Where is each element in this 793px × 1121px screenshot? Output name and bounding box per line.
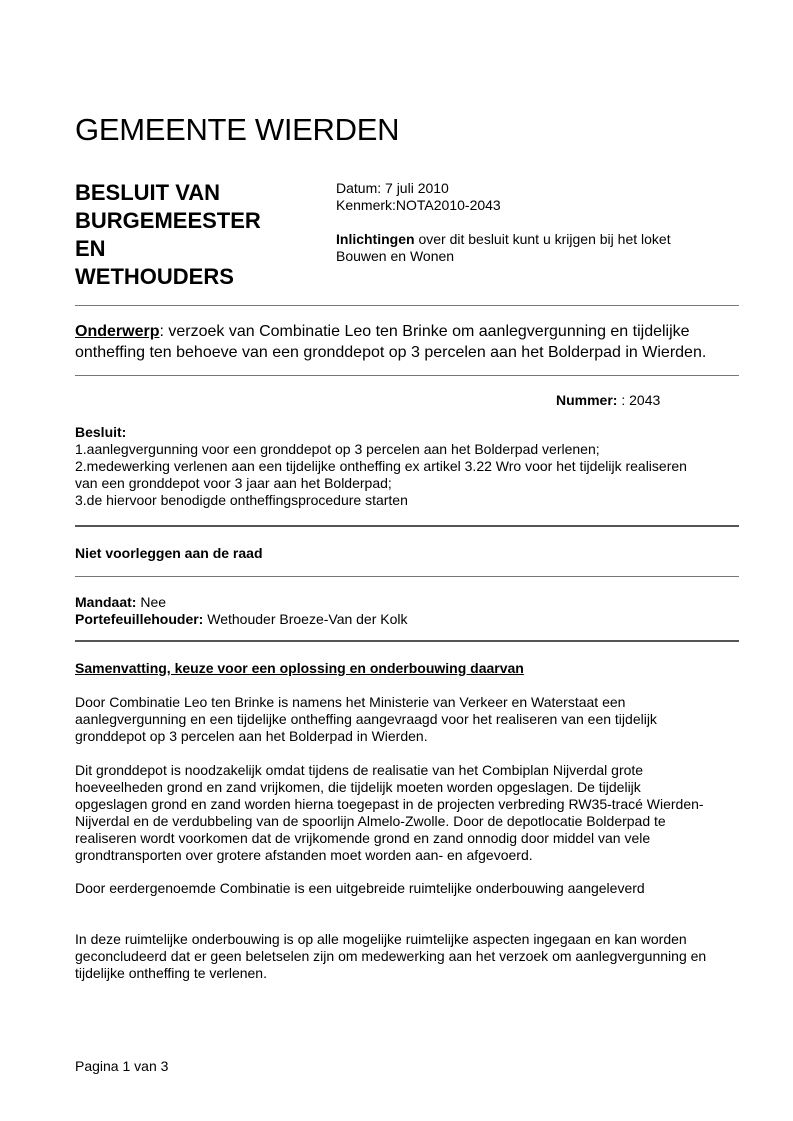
decision-item: 2.medewerking verlenen aan een tijdelijke ontheffing ex artikel 3.22 Wro voor het tijdelijk realiseren <box>75 458 687 474</box>
number-label: Nummer: <box>556 392 618 408</box>
paragraph-line: In deze ruimtelijke onderbouwing is op alle mogelijke ruimtelijke aspecten ingegaan en kan worden <box>75 931 687 947</box>
paragraph-line: opgeslagen grond en zand worden hierna toegepast in de projecten verbreding RW35-tracé Wierden- <box>75 796 704 812</box>
council-note: Niet voorleggen aan de raad <box>75 545 263 561</box>
decision-title-line: EN <box>75 236 106 261</box>
paragraph-line: hoeveelheden grond en zand vrijkomen, die tijdelijk moeten worden opgeslagen. De tijdelijk <box>75 779 641 795</box>
divider-thick <box>75 525 739 527</box>
divider <box>75 375 739 376</box>
number-value: : 2043 <box>617 392 661 408</box>
subject-text-2: ontheffing ten behoeve van een gronddepot op 3 percelen aan het Bolderpad in Wierden. <box>75 344 707 361</box>
subject-text: : verzoek van Combinatie Leo ten Brinke om aanlegvergunning en tijdelijke <box>159 323 690 340</box>
decision-item: 3.de hiervoor benodigde ontheffingsprocedure starten <box>75 492 408 508</box>
summary-paragraph <box>75 880 645 897</box>
divider <box>75 305 739 306</box>
decision-title-line: BURGEMEESTER <box>75 208 261 233</box>
portfolio-label: Portefeuillehouder: <box>75 611 204 627</box>
summary-paragraph <box>75 694 657 745</box>
meta-block <box>336 180 671 265</box>
information-label: Inlichtingen <box>336 231 415 247</box>
mandate-block <box>75 594 408 628</box>
decision-label: Besluit: <box>75 424 127 440</box>
page-footer: Pagina 1 van 3 <box>75 1058 169 1074</box>
paragraph-line: tijdelijke ontheffing te verlenen. <box>75 965 267 981</box>
information-line <box>336 231 671 248</box>
mandate-value: Nee <box>136 594 167 610</box>
decision-title <box>75 179 261 291</box>
summary-heading: Samenvatting, keuze voor een oplossing en onderbouwing daarvan <box>75 660 524 676</box>
summary-paragraph <box>75 931 706 982</box>
decision-title-line: WETHOUDERS <box>75 264 234 289</box>
paragraph-line: realiseren wordt voorkomen dat de vrijkomende grond en zand onnodig door middel van vele <box>75 830 651 846</box>
information-text: over dit besluit kunt u krijgen bij het loket <box>414 231 671 247</box>
summary-paragraph <box>75 762 704 864</box>
number-line <box>556 392 660 409</box>
mandate-label: Mandaat: <box>75 594 137 610</box>
paragraph-line: Door Combinatie Leo ten Brinke is namens het Ministerie van Verkeer en Waterstaat een <box>75 694 626 710</box>
paragraph-line: Dit gronddepot is noodzakelijk omdat tijdens de realisatie van het Combiplan Nijverdal grote <box>75 762 644 778</box>
paragraph-line: Door eerdergenoemde Combinatie is een uitgebreide ruimtelijke onderbouwing aangeleverd <box>75 880 645 896</box>
decision-item: van een gronddepot voor 3 jaar aan het Bolderpad; <box>75 475 392 491</box>
paragraph-line: grondtransporten over grotere afstanden moet worden aan- en afgevoerd. <box>75 847 533 863</box>
divider <box>75 576 739 577</box>
portfolio-value: Wethouder Broeze-Van der Kolk <box>203 611 408 627</box>
subject-block <box>75 321 706 363</box>
decision-item: 1.aanlegvergunning voor een gronddepot op 3 percelen aan het Bolderpad verlenen; <box>75 441 600 457</box>
date-text: Datum: 7 juli 2010 <box>336 180 449 196</box>
information-text-2: Bouwen en Wonen <box>336 248 455 264</box>
paragraph-line: aanlegvergunning en een tijdelijke ontheffing aangevraagd voor het realiseren van een tijdelijk <box>75 711 657 727</box>
paragraph-line: Nijverdal en de verdubbeling van de spoorlijn Almelo-Zwolle. Door de depotlocatie Bolderpad te <box>75 813 666 829</box>
paragraph-line: gronddepot op 3 percelen aan het Bolderpad in Wierden. <box>75 728 428 744</box>
municipality-title: GEMEENTE WIERDEN <box>75 112 400 147</box>
decision-title-line: BESLUIT VAN <box>75 180 221 205</box>
divider-thick <box>75 640 739 642</box>
reference-text: Kenmerk:NOTA2010-2043 <box>336 197 501 213</box>
subject-label: Onderwerp <box>75 323 160 340</box>
paragraph-line: geconcludeerd dat er geen beletselen zijn om medewerking aan het verzoek om aanlegvergunning en <box>75 948 707 964</box>
decision-block <box>75 424 687 509</box>
